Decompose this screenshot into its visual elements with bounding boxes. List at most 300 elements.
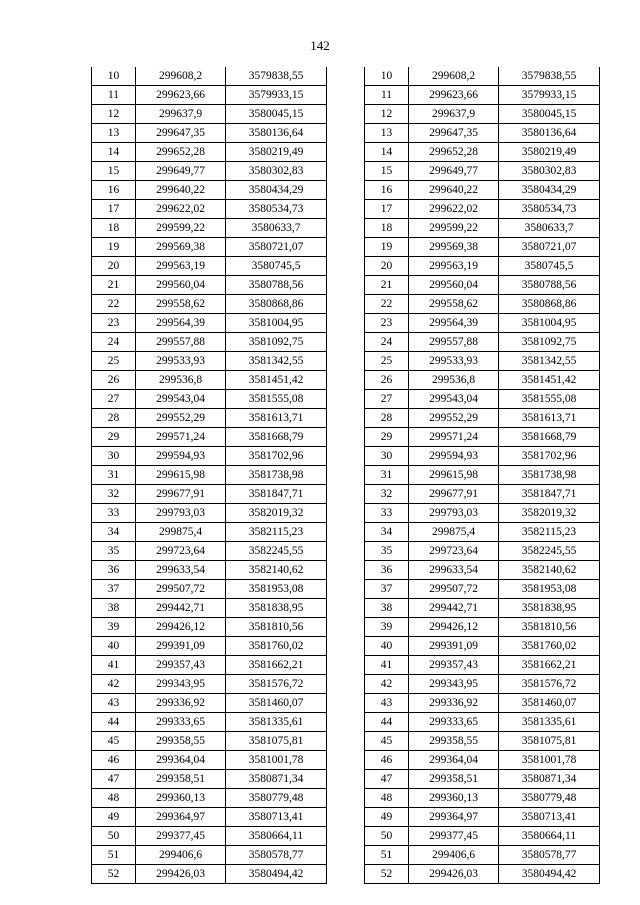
point-number-cell: 27 [365,390,409,409]
x-coordinate-cell: 299557,88 [136,333,226,352]
x-coordinate-cell: 299364,04 [409,751,499,770]
y-coordinate-cell: 3580578,77 [499,846,600,865]
point-number-cell: 21 [365,276,409,295]
y-coordinate-cell: 3581576,72 [499,675,600,694]
y-coordinate-cell: 3580136,64 [499,124,600,143]
y-coordinate-cell: 3581668,79 [499,428,600,447]
y-coordinate-cell: 3581092,75 [226,333,327,352]
table-row [92,333,327,352]
table-row [365,808,600,827]
point-number-cell: 52 [92,865,136,884]
table-row [365,428,600,447]
x-coordinate-cell: 299507,72 [136,580,226,599]
point-number-cell: 34 [365,523,409,542]
x-coordinate-cell: 299543,04 [136,390,226,409]
point-number-cell: 16 [365,181,409,200]
table-row [365,656,600,675]
x-coordinate-cell: 299533,93 [136,352,226,371]
point-number-cell: 23 [92,314,136,333]
x-coordinate-cell: 299652,28 [136,143,226,162]
x-coordinate-cell: 299536,8 [136,371,226,390]
x-coordinate-cell: 299649,77 [409,162,499,181]
y-coordinate-cell: 3580578,77 [226,846,327,865]
x-coordinate-cell: 299652,28 [409,143,499,162]
y-coordinate-cell: 3580779,48 [226,789,327,808]
table-row [92,314,327,333]
point-number-cell: 33 [92,504,136,523]
point-number-cell: 44 [365,713,409,732]
x-coordinate-cell: 299640,22 [409,181,499,200]
y-coordinate-cell: 3580219,49 [226,143,327,162]
y-coordinate-cell: 3581092,75 [499,333,600,352]
y-coordinate-cell: 3581810,56 [226,618,327,637]
point-number-cell: 41 [92,656,136,675]
table-row [365,86,600,105]
point-number-cell: 47 [365,770,409,789]
x-coordinate-cell: 299360,13 [409,789,499,808]
y-coordinate-cell: 3580302,83 [499,162,600,181]
x-coordinate-cell: 299358,51 [136,770,226,789]
table-row [92,371,327,390]
point-number-cell: 23 [365,314,409,333]
x-coordinate-cell: 299637,9 [136,105,226,124]
x-coordinate-cell: 299507,72 [409,580,499,599]
point-number-cell: 49 [92,808,136,827]
x-coordinate-cell: 299633,54 [409,561,499,580]
point-number-cell: 12 [365,105,409,124]
table-row [365,352,600,371]
point-number-cell: 29 [365,428,409,447]
x-coordinate-cell: 299723,64 [136,542,226,561]
point-number-cell: 50 [92,827,136,846]
y-coordinate-cell: 3580871,34 [226,770,327,789]
x-coordinate-cell: 299358,55 [136,732,226,751]
point-number-cell: 12 [92,105,136,124]
x-coordinate-cell: 299426,12 [409,618,499,637]
point-number-cell: 10 [92,67,136,86]
x-coordinate-cell: 299333,65 [136,713,226,732]
x-coordinate-cell: 299442,71 [409,599,499,618]
x-coordinate-cell: 299406,6 [136,846,226,865]
x-coordinate-cell: 299406,6 [409,846,499,865]
point-number-cell: 47 [92,770,136,789]
x-coordinate-cell: 299357,43 [136,656,226,675]
point-number-cell: 15 [92,162,136,181]
table-row [365,390,600,409]
point-number-cell: 17 [365,200,409,219]
x-coordinate-cell: 299623,66 [136,86,226,105]
y-coordinate-cell: 3580745,5 [499,257,600,276]
x-coordinate-cell: 299622,02 [136,200,226,219]
x-coordinate-cell: 299599,22 [136,219,226,238]
y-coordinate-cell: 3580713,41 [499,808,600,827]
y-coordinate-cell: 3581847,71 [226,485,327,504]
x-coordinate-cell: 299647,35 [409,124,499,143]
x-coordinate-cell: 299623,66 [409,86,499,105]
table-row [92,751,327,770]
x-coordinate-cell: 299677,91 [409,485,499,504]
table-row [365,599,600,618]
y-coordinate-cell: 3581810,56 [499,618,600,637]
table-row [365,504,600,523]
table-row [92,238,327,257]
y-coordinate-cell: 3581613,71 [226,409,327,428]
point-number-cell: 28 [92,409,136,428]
table-row [92,162,327,181]
table-row [365,542,600,561]
table-row [365,200,600,219]
point-number-cell: 16 [92,181,136,200]
table-row [365,523,600,542]
point-number-cell: 30 [92,447,136,466]
table-row [365,618,600,637]
table-row [365,580,600,599]
table-row [365,238,600,257]
point-number-cell: 45 [365,732,409,751]
table-row [92,675,327,694]
point-number-cell: 36 [92,561,136,580]
y-coordinate-cell: 3581451,42 [499,371,600,390]
x-coordinate-cell: 299608,2 [136,67,226,86]
table-row [365,67,600,86]
y-coordinate-cell: 3580633,7 [499,219,600,238]
table-row [92,504,327,523]
table-row [92,599,327,618]
x-coordinate-cell: 299875,4 [409,523,499,542]
table-row [92,580,327,599]
y-coordinate-cell: 3581702,96 [499,447,600,466]
y-coordinate-cell: 3580633,7 [226,219,327,238]
y-coordinate-cell: 3580494,42 [226,865,327,884]
point-number-cell: 43 [365,694,409,713]
point-number-cell: 18 [365,219,409,238]
x-coordinate-cell: 299533,93 [409,352,499,371]
x-coordinate-cell: 299377,45 [409,827,499,846]
x-coordinate-cell: 299633,54 [136,561,226,580]
y-coordinate-cell: 3580788,56 [226,276,327,295]
table-row [92,808,327,827]
point-number-cell: 38 [92,599,136,618]
y-coordinate-cell: 3581760,02 [499,637,600,656]
table-row [92,67,327,86]
x-coordinate-cell: 299357,43 [409,656,499,675]
point-number-cell: 20 [92,257,136,276]
table-row [92,86,327,105]
point-number-cell: 37 [365,580,409,599]
x-coordinate-cell: 299875,4 [136,523,226,542]
x-coordinate-cell: 299560,04 [409,276,499,295]
table-row [92,523,327,542]
y-coordinate-cell: 3580534,73 [226,200,327,219]
table-row [365,732,600,751]
table-row [365,447,600,466]
y-coordinate-cell: 3581335,61 [226,713,327,732]
point-number-cell: 35 [365,542,409,561]
point-number-cell: 50 [365,827,409,846]
y-coordinate-cell: 3581738,98 [226,466,327,485]
x-coordinate-cell: 299615,98 [409,466,499,485]
table-row [92,542,327,561]
table-row [365,257,600,276]
table-row [365,295,600,314]
table-row [365,333,600,352]
y-coordinate-cell: 3581335,61 [499,713,600,732]
table-row [92,656,327,675]
point-number-cell: 26 [365,371,409,390]
table-row [365,561,600,580]
x-coordinate-cell: 299552,29 [136,409,226,428]
point-number-cell: 13 [92,124,136,143]
x-coordinate-cell: 299615,98 [136,466,226,485]
table-row [365,314,600,333]
table-row [92,276,327,295]
table-row [92,181,327,200]
table-row [365,371,600,390]
table-row [365,105,600,124]
table-row [365,637,600,656]
x-coordinate-cell: 299677,91 [136,485,226,504]
point-number-cell: 32 [365,485,409,504]
y-coordinate-cell: 3579838,55 [499,67,600,86]
table-row [365,751,600,770]
point-number-cell: 14 [92,143,136,162]
x-coordinate-cell: 299442,71 [136,599,226,618]
point-number-cell: 19 [92,238,136,257]
y-coordinate-cell: 3580664,11 [226,827,327,846]
point-number-cell: 41 [365,656,409,675]
y-coordinate-cell: 3581004,95 [499,314,600,333]
table-row [92,618,327,637]
x-coordinate-cell: 299560,04 [136,276,226,295]
table-row [92,219,327,238]
point-number-cell: 17 [92,200,136,219]
y-coordinate-cell: 3580045,15 [499,105,600,124]
point-number-cell: 31 [92,466,136,485]
y-coordinate-cell: 3582115,23 [499,523,600,542]
table-row [365,770,600,789]
table-row [92,770,327,789]
y-coordinate-cell: 3581662,21 [499,656,600,675]
table-row [365,713,600,732]
point-number-cell: 26 [92,371,136,390]
y-coordinate-cell: 3580788,56 [499,276,600,295]
x-coordinate-cell: 299640,22 [136,181,226,200]
y-coordinate-cell: 3582245,55 [226,542,327,561]
point-number-cell: 35 [92,542,136,561]
x-coordinate-cell: 299564,39 [136,314,226,333]
table-row [365,485,600,504]
x-coordinate-cell: 299569,38 [136,238,226,257]
table-row [92,561,327,580]
x-coordinate-cell: 299364,97 [136,808,226,827]
page-number: 142 [310,38,330,53]
table-row [365,789,600,808]
x-coordinate-cell: 299599,22 [409,219,499,238]
point-number-cell: 22 [365,295,409,314]
point-number-cell: 18 [92,219,136,238]
x-coordinate-cell: 299358,51 [409,770,499,789]
x-coordinate-cell: 299333,65 [409,713,499,732]
point-number-cell: 42 [92,675,136,694]
x-coordinate-cell: 299571,24 [136,428,226,447]
point-number-cell: 25 [92,352,136,371]
x-coordinate-cell: 299426,03 [409,865,499,884]
y-coordinate-cell: 3581702,96 [226,447,327,466]
x-coordinate-cell: 299649,77 [136,162,226,181]
point-number-cell: 48 [92,789,136,808]
x-coordinate-cell: 299793,03 [136,504,226,523]
x-coordinate-cell: 299536,8 [409,371,499,390]
x-coordinate-cell: 299647,35 [136,124,226,143]
table-row [92,428,327,447]
y-coordinate-cell: 3582140,62 [226,561,327,580]
point-number-cell: 30 [365,447,409,466]
x-coordinate-cell: 299391,09 [409,637,499,656]
y-coordinate-cell: 3581460,07 [499,694,600,713]
y-coordinate-cell: 3581075,81 [499,732,600,751]
y-coordinate-cell: 3580868,86 [499,295,600,314]
y-coordinate-cell: 3580434,29 [226,181,327,200]
table-row [365,865,600,884]
point-number-cell: 44 [92,713,136,732]
y-coordinate-cell: 3581953,08 [226,580,327,599]
y-coordinate-cell: 3581555,08 [226,390,327,409]
y-coordinate-cell: 3580664,11 [499,827,600,846]
x-coordinate-cell: 299558,62 [409,295,499,314]
table-row [92,295,327,314]
x-coordinate-cell: 299608,2 [409,67,499,86]
point-number-cell: 39 [365,618,409,637]
y-coordinate-cell: 3580713,41 [226,808,327,827]
point-number-cell: 11 [92,86,136,105]
x-coordinate-cell: 299358,55 [409,732,499,751]
point-number-cell: 34 [92,523,136,542]
y-coordinate-cell: 3580534,73 [499,200,600,219]
y-coordinate-cell: 3581662,21 [226,656,327,675]
point-number-cell: 40 [365,637,409,656]
x-coordinate-cell: 299336,92 [409,694,499,713]
point-number-cell: 39 [92,618,136,637]
point-number-cell: 11 [365,86,409,105]
point-number-cell: 29 [92,428,136,447]
point-number-cell: 15 [365,162,409,181]
y-coordinate-cell: 3580136,64 [226,124,327,143]
point-number-cell: 49 [365,808,409,827]
y-coordinate-cell: 3580721,07 [226,238,327,257]
y-coordinate-cell: 3580302,83 [226,162,327,181]
point-number-cell: 48 [365,789,409,808]
x-coordinate-cell: 299622,02 [409,200,499,219]
table-row [92,390,327,409]
table-row [92,409,327,428]
y-coordinate-cell: 3580219,49 [499,143,600,162]
x-coordinate-cell: 299563,19 [136,257,226,276]
y-coordinate-cell: 3581738,98 [499,466,600,485]
point-number-cell: 46 [365,751,409,770]
x-coordinate-cell: 299364,04 [136,751,226,770]
y-coordinate-cell: 3579933,15 [226,86,327,105]
point-number-cell: 33 [365,504,409,523]
table-row [92,200,327,219]
point-number-cell: 51 [365,846,409,865]
table-row [365,827,600,846]
table-row [92,352,327,371]
table-row [365,181,600,200]
table-row [92,105,327,124]
point-number-cell: 24 [365,333,409,352]
point-number-cell: 52 [365,865,409,884]
point-number-cell: 43 [92,694,136,713]
x-coordinate-cell: 299558,62 [136,295,226,314]
point-number-cell: 27 [92,390,136,409]
x-coordinate-cell: 299793,03 [409,504,499,523]
table-row [92,713,327,732]
table-row [92,257,327,276]
x-coordinate-cell: 299426,12 [136,618,226,637]
y-coordinate-cell: 3580745,5 [226,257,327,276]
table-row [92,694,327,713]
y-coordinate-cell: 3582245,55 [499,542,600,561]
y-coordinate-cell: 3580434,29 [499,181,600,200]
y-coordinate-cell: 3581760,02 [226,637,327,656]
y-coordinate-cell: 3581075,81 [226,732,327,751]
table-row [92,447,327,466]
y-coordinate-cell: 3582115,23 [226,523,327,542]
x-coordinate-cell: 299426,03 [136,865,226,884]
point-number-cell: 21 [92,276,136,295]
table-row [92,485,327,504]
x-coordinate-cell: 299564,39 [409,314,499,333]
x-coordinate-cell: 299723,64 [409,542,499,561]
y-coordinate-cell: 3581342,55 [226,352,327,371]
table-row [365,675,600,694]
x-coordinate-cell: 299563,19 [409,257,499,276]
x-coordinate-cell: 299594,93 [136,447,226,466]
y-coordinate-cell: 3581953,08 [499,580,600,599]
x-coordinate-cell: 299594,93 [409,447,499,466]
table-row [92,637,327,656]
y-coordinate-cell: 3581668,79 [226,428,327,447]
y-coordinate-cell: 3581555,08 [499,390,600,409]
point-number-cell: 32 [92,485,136,504]
y-coordinate-cell: 3582019,32 [226,504,327,523]
table-row [92,827,327,846]
table-row [365,219,600,238]
y-coordinate-cell: 3580868,86 [226,295,327,314]
coordinates-table-right [364,67,600,884]
y-coordinate-cell: 3580494,42 [499,865,600,884]
point-number-cell: 13 [365,124,409,143]
table-row [365,409,600,428]
y-coordinate-cell: 3581004,95 [226,314,327,333]
point-number-cell: 22 [92,295,136,314]
point-number-cell: 31 [365,466,409,485]
x-coordinate-cell: 299377,45 [136,827,226,846]
y-coordinate-cell: 3579838,55 [226,67,327,86]
table-row [92,466,327,485]
point-number-cell: 51 [92,846,136,865]
x-coordinate-cell: 299637,9 [409,105,499,124]
x-coordinate-cell: 299391,09 [136,637,226,656]
y-coordinate-cell: 3581001,78 [226,751,327,770]
point-number-cell: 38 [365,599,409,618]
x-coordinate-cell: 299569,38 [409,238,499,257]
point-number-cell: 40 [92,637,136,656]
x-coordinate-cell: 299343,95 [136,675,226,694]
point-number-cell: 20 [365,257,409,276]
x-coordinate-cell: 299364,97 [409,808,499,827]
point-number-cell: 42 [365,675,409,694]
